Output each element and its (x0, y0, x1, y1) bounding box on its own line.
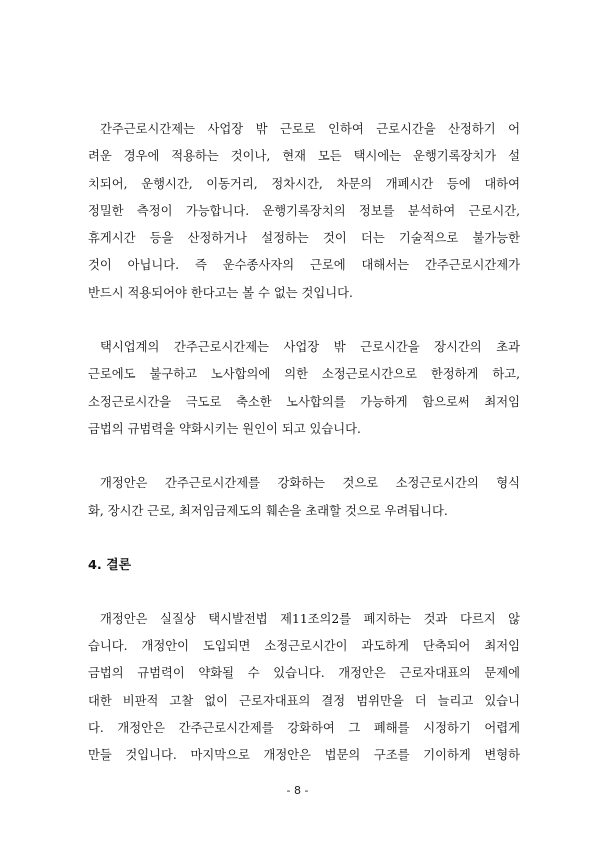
page-number: - 8 - (286, 784, 309, 797)
text-line: 려운 경우에 적용하는 것이나, 현재 모든 택시에는 운행기록장치가 설 (88, 149, 520, 164)
text-line: 개정안은 간주근로시간제를 강화하는 것으로 소정근로시간의 형식 (100, 476, 520, 491)
text-line: 간주근로시간제는 사업장 밖 근로로 인하여 근로시간을 산정하기 어 (100, 122, 520, 136)
text-line: 휴게시간 등을 산정하거나 설정하는 것이 더는 기술적으로 불가능한 (88, 231, 520, 246)
text-line: 소정근로시간을 극도로 축소한 노사합의를 가능하게 함으로써 최저임 (88, 394, 520, 409)
text-line: 만들 것입니다. 마지막으로 개정안은 법문의 구조를 기이하게 변형하 (88, 748, 520, 763)
text-line: 금법의 규범력이 약화될 수 있습니다. 개정안은 근로자대표의 문제에 (88, 666, 520, 681)
text-line: 근로에도 불구하고 노사합의에 의한 소정근로시간으로 한정하게 하고, (88, 367, 520, 382)
text-line: 반드시 적용되어야 한다고는 볼 수 없는 것입니다. (88, 285, 353, 300)
text-line: 정밀한 측정이 가능합니다. 운행기록장치의 정보를 분석하여 근로시간, (88, 203, 520, 218)
text-line: 택시업계의 간주근로시간제는 사업장 밖 근로시간을 장시간의 초과 (100, 340, 520, 355)
paragraph-2 (88, 334, 520, 443)
text-line: 것이 아닙니다. 즉 운수종사자의 근로에 대해서는 간주근로시간제가 (88, 258, 520, 273)
text-line: 다. 개정안은 간주근로시간제를 강화하여 그 폐해를 시정하기 어렵게 (88, 721, 520, 736)
paragraph-1 (88, 116, 520, 307)
text-line: 화, 장시간 근로, 최저임금제도의 훼손을 초래할 것으로 우려됩니다. (88, 503, 448, 518)
paragraph-4 (88, 606, 520, 770)
section-heading: 4. 결론 (88, 557, 131, 573)
text-line: 치되어, 운행시간, 이동거리, 정차시간, 차문의 개폐시간 등에 대하여 (88, 176, 520, 191)
text-line: 습니다. 개정안이 도입되면 소정근로시간이 과도하게 단축되어 최저임 (88, 639, 520, 654)
text-line: 개정안은 실질상 택시발전법 제11조의2를 폐지하는 것과 다르지 않 (100, 611, 520, 626)
paragraph-3 (88, 470, 520, 525)
document-body (88, 116, 520, 770)
text-line: 대한 비판적 고찰 없이 근로자대표의 결정 범위만을 더 늘리고 있습니 (88, 693, 520, 708)
text-line: 금법의 규범력을 약화시키는 원인이 되고 있습니다. (88, 421, 361, 436)
